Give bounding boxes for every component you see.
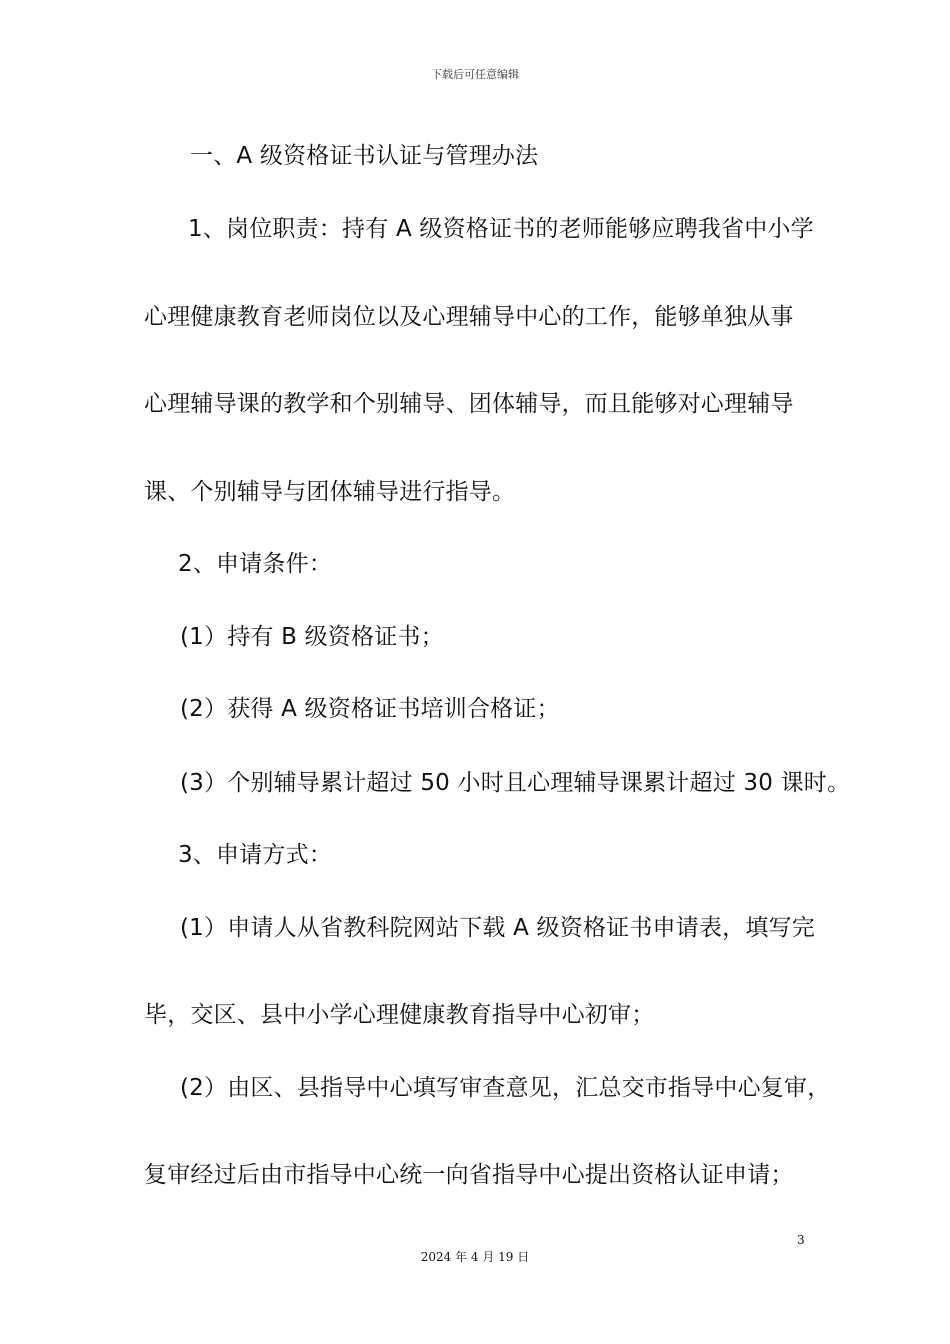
paragraph-line: 1、岗位职责：持有 A 级资格证书的老师能够应聘我省中小学 (188, 216, 814, 242)
subheading: 2、申请条件： (178, 551, 333, 577)
paragraph-line: 复审经过后由市指导中心统一向省指导中心提出资格认证申请； (144, 1162, 794, 1188)
list-item: (2）由区、县指导中心填写审查意见，汇总交市指导中心复审， (180, 1075, 831, 1101)
paragraph-line: 心理辅导课的教学和个别辅导、团体辅导，而且能够对心理辅导 (144, 391, 794, 417)
list-item: (1）申请人从省教科院网站下载 A 级资格证书申请表，填写完 (180, 915, 815, 941)
subheading: 3、申请方式： (178, 842, 333, 868)
list-item: (3）个别辅导累计超过 50 小时且心理辅导课累计超过 30 课时。 (180, 770, 851, 796)
section-heading: 一、A 级资格证书认证与管理办法 (190, 143, 539, 169)
paragraph-line: 毕，交区、县中小学心理健康教育指导中心初审； (144, 1002, 655, 1028)
footer-date: 2024 年 4 月 19 日 (420, 1250, 530, 1264)
paragraph-line: 心理健康教育老师岗位以及心理辅导中心的工作，能够单独从事 (144, 304, 794, 330)
page-number: 3 (797, 1233, 805, 1247)
list-item: (2）获得 A 级资格证书培训合格证； (180, 696, 560, 722)
list-item: (1）持有 B 级资格证书； (180, 624, 444, 650)
page-header: 下载后可任意编辑 (431, 68, 519, 81)
paragraph-line: 课、个别辅导与团体辅导进行指导。 (144, 479, 516, 505)
